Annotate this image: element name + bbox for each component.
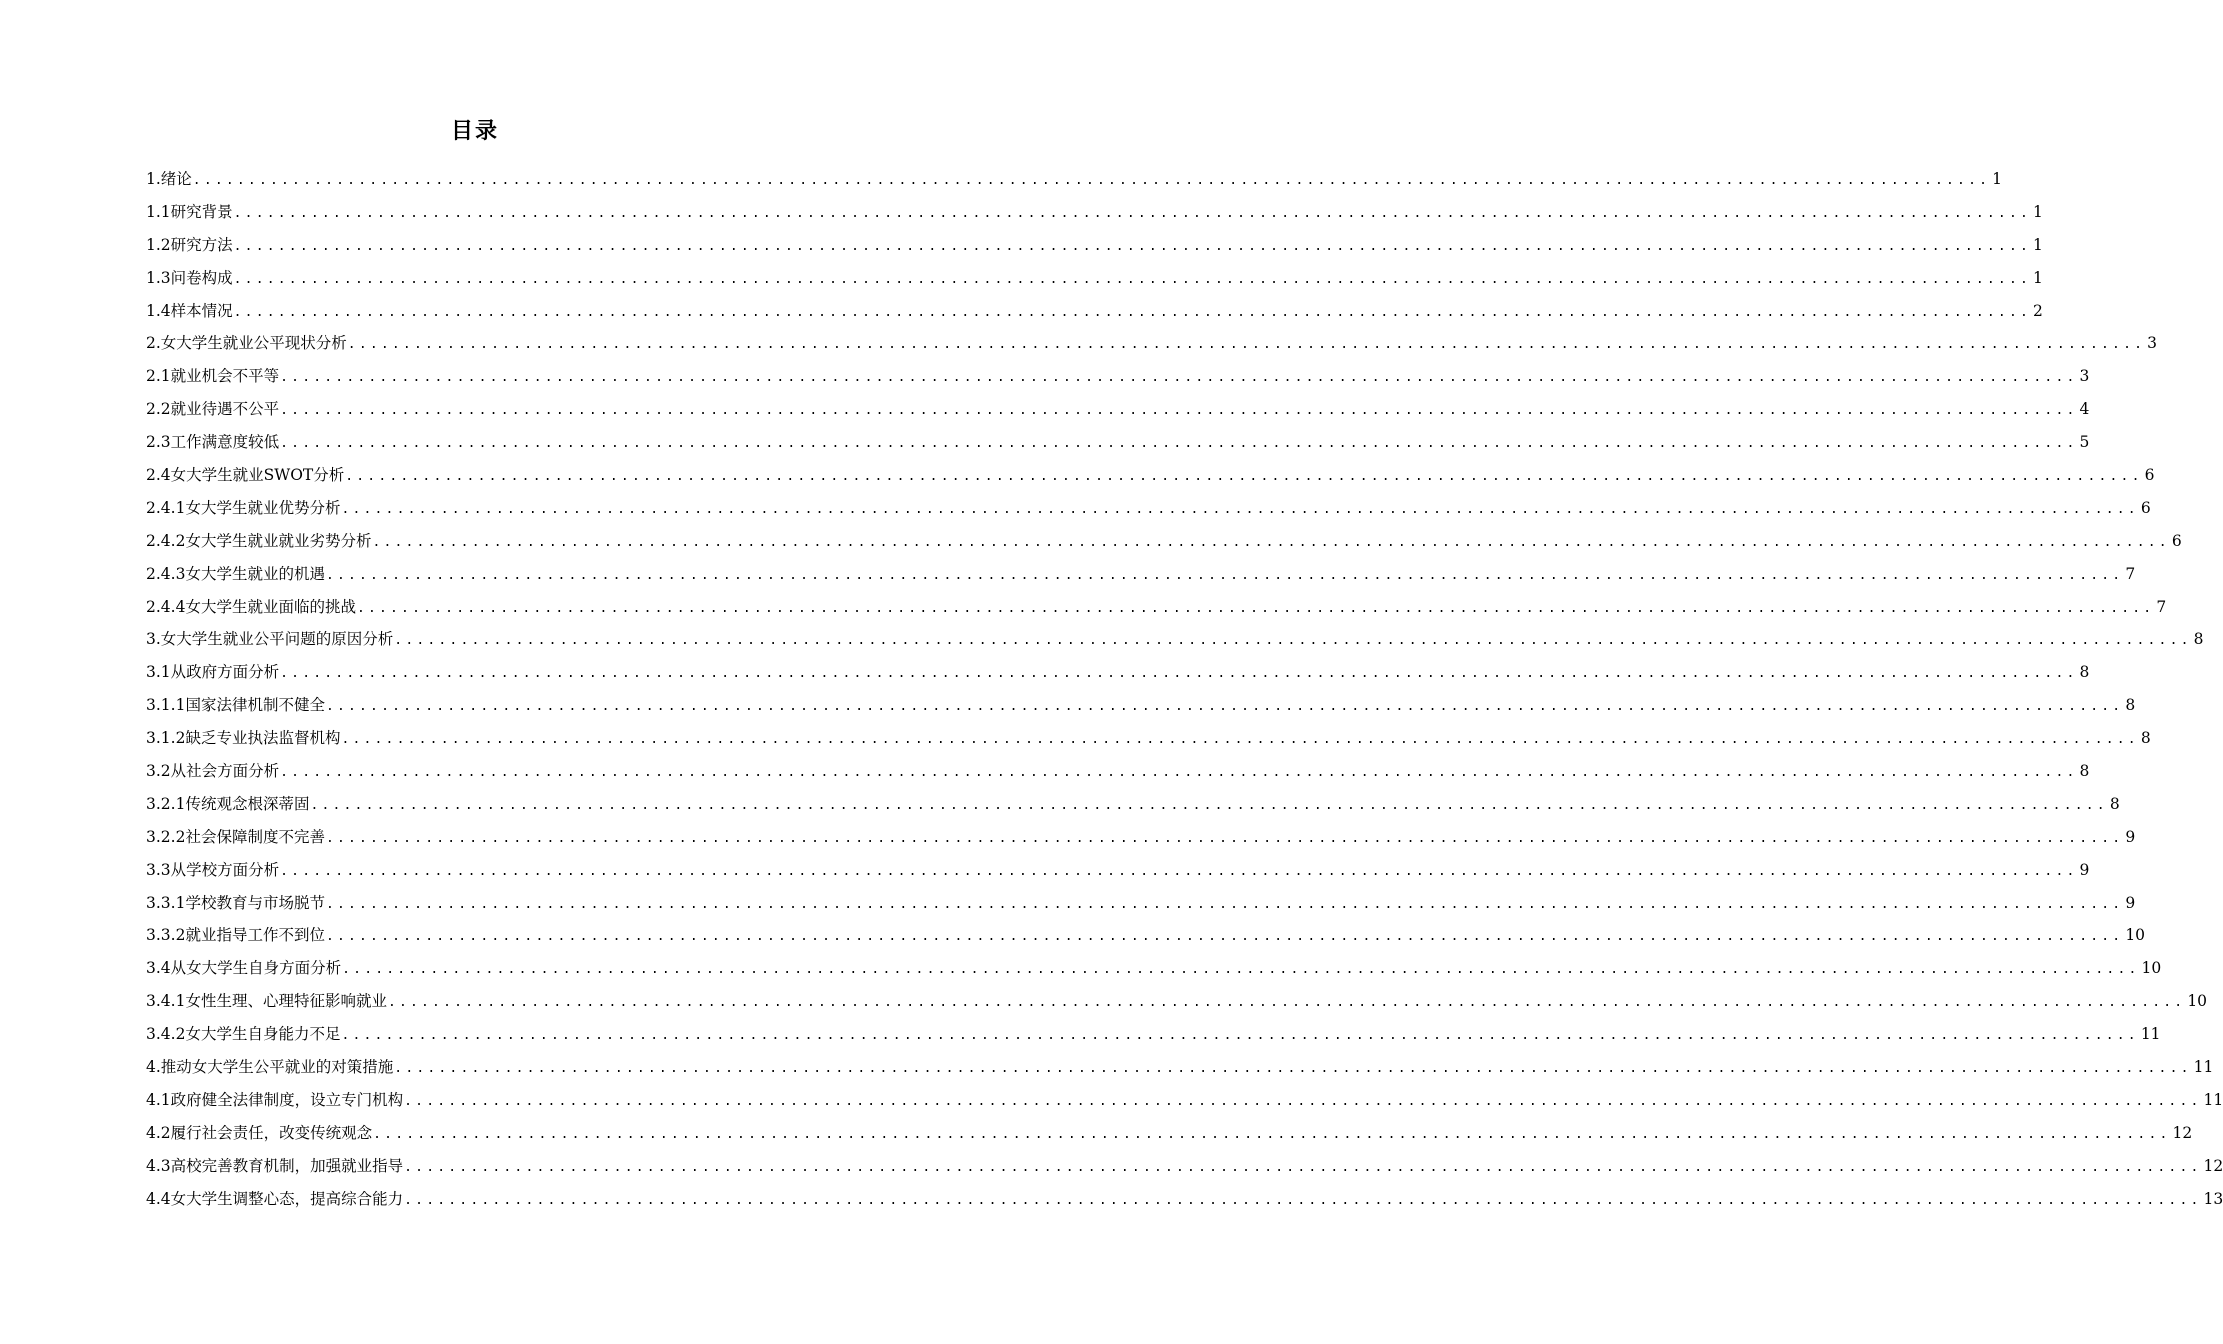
toc-entry-label: 3.2从社会方面分析 — [146, 762, 280, 781]
toc-entry[interactable] — [146, 591, 2167, 624]
toc-entry-page-number: 6 — [2171, 531, 2182, 550]
toc-entry-label: 3.2.2社会保障制度不完善 — [146, 827, 325, 846]
toc-leader-dots: ................................................................................................................................................................... — [280, 370, 2078, 386]
toc-entry[interactable] — [146, 1150, 2223, 1183]
toc-entry-label: 2.4.3女大学生就业的机遇 — [146, 564, 325, 583]
toc-leader-dots: ................................................................................................................................................................... — [280, 765, 2078, 781]
toc-entry[interactable] — [146, 1117, 2193, 1150]
toc-entry[interactable] — [146, 229, 2043, 262]
toc-entry-label: 3.3.1学校教育与市场脱节 — [146, 893, 325, 912]
toc-entry-page-number: 3 — [2147, 334, 2158, 353]
toc-entry-page-number: 6 — [2144, 466, 2155, 485]
toc-entry-label: 3.1.2缺乏专业执法监督机构 — [146, 729, 341, 748]
toc-entry[interactable] — [146, 558, 2136, 591]
toc-entry[interactable] — [146, 525, 2182, 558]
toc-entry[interactable] — [146, 919, 2146, 952]
toc-entry-label: 2.4.2女大学生就业就业劣势分析 — [146, 531, 372, 550]
toc-entry[interactable] — [146, 755, 2090, 788]
toc-leader-dots: ................................................................................................................................................................... — [394, 1061, 2192, 1077]
toc-leader-dots: ................................................................................................................................................................... — [347, 337, 2146, 353]
toc-entry[interactable] — [146, 1084, 2223, 1117]
toc-entry-label: 3.4.1女性生理、心理特征影响就业 — [146, 992, 387, 1011]
toc-leader-dots: ................................................................................................................................................................... — [325, 929, 2124, 945]
toc-leader-dots: ................................................................................................................................................................... — [356, 600, 2155, 616]
toc-entry-page-number: 13 — [2203, 1189, 2223, 1208]
toc-entry-label: 3.4从女大学生自身方面分析 — [146, 959, 342, 978]
toc-entry-label: 1.3问卷构成 — [146, 268, 233, 287]
toc-leader-dots: ................................................................................................................................................................... — [341, 732, 2139, 748]
toc-entry[interactable] — [146, 459, 2155, 492]
toc-entry-label: 2.2就业待遇不公平 — [146, 400, 280, 419]
toc-entry-page-number: 5 — [2079, 433, 2090, 452]
toc-entry[interactable] — [146, 821, 2136, 854]
toc-leader-dots: ................................................................................................................................................................... — [192, 173, 1991, 188]
toc-entry-label: 3.1从政府方面分析 — [146, 663, 280, 682]
toc-entry-page-number: 8 — [2079, 762, 2090, 781]
toc-entry-label: 2.3工作满意度较低 — [146, 433, 280, 452]
toc-entry-page-number: 9 — [2125, 893, 2136, 912]
toc-entry[interactable] — [146, 295, 2043, 328]
toc-entry-page-number: 1 — [2033, 268, 2043, 287]
toc-leader-dots: ................................................................................................................................................................... — [404, 1159, 2202, 1175]
toc-entry[interactable] — [146, 1018, 2161, 1051]
toc-entry-label: 3.3从学校方面分析 — [146, 860, 280, 879]
toc-entry-label: 2.4女大学生就业SWOT分析 — [146, 466, 345, 485]
toc-entry-label: 2.女大学生就业公平现状分析 — [146, 334, 347, 353]
toc-entry[interactable] — [146, 1051, 2214, 1084]
toc-entry-page-number: 1 — [1992, 170, 2003, 188]
toc-entry-page-number: 11 — [2193, 1058, 2214, 1077]
toc-entry-page-number: 3 — [2079, 367, 2090, 386]
toc-entry-page-number: 10 — [2125, 926, 2146, 945]
toc-leader-dots: ................................................................................................................................................................... — [404, 1093, 2202, 1109]
toc-entry[interactable] — [146, 196, 2043, 229]
toc-entry-label: 4.2履行社会责任，改变传统观念 — [146, 1123, 373, 1142]
toc-entry[interactable] — [146, 722, 2151, 755]
toc-entry-page-number: 1 — [2033, 235, 2043, 254]
toc-entry-page-number: 11 — [2140, 1025, 2161, 1044]
toc-leader-dots: ................................................................................................................................................................... — [394, 633, 2192, 649]
toc-leader-dots: ................................................................................................................................................................... — [233, 238, 2032, 254]
toc-leader-dots: ................................................................................................................................................................... — [280, 403, 2078, 419]
toc-leader-dots: ................................................................................................................................................................... — [280, 666, 2078, 682]
toc-title: 目录 — [450, 119, 499, 144]
toc-leader-dots: ................................................................................................................................................................... — [325, 830, 2124, 846]
toc-entry[interactable] — [146, 788, 2120, 821]
toc-entry-label: 1.1研究背景 — [146, 202, 233, 221]
toc-entry-label: 3.女大学生就业公平问题的原因分析 — [146, 630, 394, 649]
toc-entry[interactable] — [146, 952, 2162, 985]
toc-leader-dots: ................................................................................................................................................................... — [325, 896, 2124, 912]
toc-entry-page-number: 4 — [2079, 400, 2090, 419]
toc-entry-label: 4.3高校完善教育机制，加强就业指导 — [146, 1156, 404, 1175]
toc-entry[interactable] — [146, 887, 2136, 920]
toc-entry-page-number: 8 — [2193, 630, 2204, 649]
toc-entry[interactable] — [146, 656, 2090, 689]
toc-entry-label: 3.2.1传统观念根深蒂固 — [146, 794, 310, 813]
toc-entry-label: 3.3.2就业指导工作不到位 — [146, 926, 325, 945]
toc-entry[interactable] — [146, 327, 2158, 360]
toc-entry-label: 1.4样本情况 — [146, 301, 233, 320]
toc-leader-dots: ................................................................................................................................................................... — [342, 962, 2140, 978]
toc-leader-dots: ................................................................................................................................................................... — [325, 567, 2124, 583]
toc-entry-page-number: 7 — [2125, 564, 2136, 583]
toc-entry[interactable] — [146, 689, 2136, 722]
toc-entry-page-number: 8 — [2140, 729, 2151, 748]
toc-leader-dots: ................................................................................................................................................................... — [404, 1192, 2202, 1208]
toc-entry-label: 4.推动女大学生公平就业的对策措施 — [146, 1058, 394, 1077]
toc-entry-label: 4.1政府健全法律制度，设立专门机构 — [146, 1090, 404, 1109]
toc-entry[interactable] — [146, 854, 2090, 887]
toc-leader-dots: ................................................................................................................................................................... — [233, 205, 2032, 221]
toc-leader-dots: ................................................................................................................................................................... — [325, 699, 2124, 715]
toc-entry[interactable] — [146, 1183, 2223, 1216]
toc-entry-label: 3.4.2女大学生自身能力不足 — [146, 1025, 341, 1044]
toc-leader-dots: ................................................................................................................................................................... — [341, 1028, 2139, 1044]
toc-entry-label: 3.1.1国家法律机制不健全 — [146, 696, 325, 715]
toc-entry-page-number: 12 — [2203, 1156, 2223, 1175]
toc-entry-page-number: 10 — [2187, 992, 2208, 1011]
toc-entry-label: 2.4.1女大学生就业优势分析 — [146, 498, 341, 517]
toc-entry[interactable] — [146, 163, 2003, 196]
toc-leader-dots: ................................................................................................................................................................... — [233, 304, 2032, 320]
toc-leader-dots: ................................................................................................................................................................... — [341, 501, 2139, 517]
toc-entry-page-number: 2 — [2033, 301, 2043, 320]
toc-entry-page-number: 10 — [2141, 959, 2162, 978]
toc-entry-page-number: 8 — [2109, 794, 2120, 813]
toc-entry-page-number: 8 — [2125, 696, 2136, 715]
toc-entry-label: 1.2研究方法 — [146, 235, 233, 254]
toc-entry[interactable] — [146, 426, 2090, 459]
toc-entry[interactable] — [146, 492, 2151, 525]
toc-entry-page-number: 1 — [2033, 202, 2043, 221]
toc-entry[interactable] — [146, 360, 2090, 393]
toc-leader-dots: ................................................................................................................................................................... — [280, 863, 2078, 879]
toc-leader-dots: ................................................................................................................................................................... — [280, 436, 2078, 452]
toc-leader-dots: ................................................................................................................................................................... — [310, 797, 2108, 813]
toc-leader-dots: ................................................................................................................................................................... — [345, 469, 2143, 485]
toc-entry-page-number: 11 — [2203, 1090, 2223, 1109]
toc-entry-page-number: 6 — [2140, 498, 2151, 517]
toc-entry-label: 1.绪论 — [146, 170, 192, 188]
toc-entry[interactable] — [146, 393, 2090, 426]
toc-entry[interactable] — [146, 262, 2043, 295]
toc-entry[interactable] — [146, 985, 2208, 1018]
toc-entry-page-number: 8 — [2079, 663, 2090, 682]
toc-entry[interactable] — [146, 623, 2204, 656]
toc-entry-page-number: 9 — [2079, 860, 2090, 879]
toc-entry-label: 2.4.4女大学生就业面临的挑战 — [146, 597, 356, 616]
toc-leader-dots: ................................................................................................................................................................... — [233, 271, 2032, 287]
toc-entry-page-number: 12 — [2172, 1123, 2193, 1142]
toc-entry-label: 2.1就业机会不平等 — [146, 367, 280, 386]
toc-leader-dots: ................................................................................................................................................................... — [387, 995, 2186, 1011]
toc-leader-dots: ................................................................................................................................................................... — [372, 534, 2170, 550]
toc-entry-page-number: 7 — [2156, 597, 2167, 616]
toc-entry-label: 4.4女大学生调整心态，提高综合能力 — [146, 1189, 404, 1208]
table-of-contents — [146, 163, 2223, 1216]
toc-entry-page-number: 9 — [2125, 827, 2136, 846]
toc-leader-dots: ................................................................................................................................................................... — [373, 1126, 2171, 1142]
